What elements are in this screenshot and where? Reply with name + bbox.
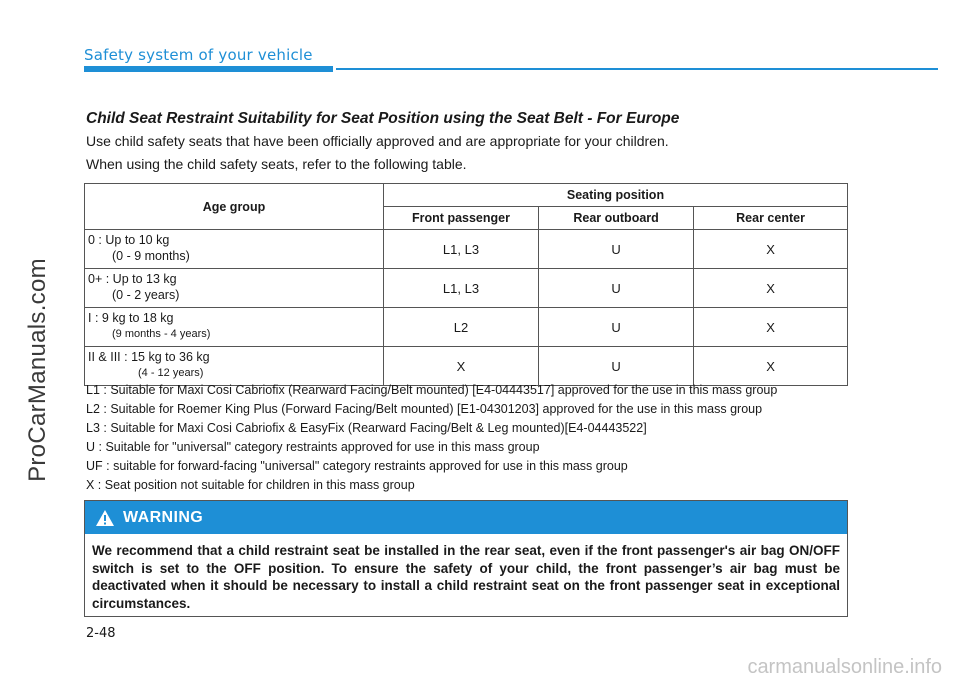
age-group-range: (0 - 9 months) — [112, 249, 190, 263]
intro-line-1: Use child safety seats that have been officially approved and are appropriate for your children. — [86, 133, 669, 149]
warning-box — [84, 500, 848, 617]
legend-note-x: X : Seat position not suitable for children in this mass group — [86, 478, 415, 492]
age-group-cell — [85, 230, 384, 269]
bottom-watermark: carmanualsonline.info — [747, 656, 942, 678]
column-header-rear-center: Rear center — [694, 207, 848, 230]
side-watermark — [18, 160, 58, 580]
section-title: Safety system of your vehicle — [84, 46, 313, 64]
value-cell: U — [539, 347, 694, 386]
age-group-header: Age group — [85, 184, 384, 230]
seating-position-header: Seating position — [383, 184, 847, 207]
age-group-cell — [85, 308, 384, 347]
value-cell: X — [694, 269, 848, 308]
header-bar-thin — [336, 68, 938, 70]
age-group-range: (9 months - 4 years) — [112, 328, 211, 340]
warning-triangle-icon — [95, 509, 115, 527]
age-group-cell — [85, 347, 384, 386]
age-group-weight: 0 : Up to 10 kg — [88, 233, 170, 247]
table-row — [85, 308, 848, 347]
intro-line-2: When using the child safety seats, refer to the following table. — [86, 156, 467, 172]
value-cell: U — [539, 308, 694, 347]
legend-note-l2: L2 : Suitable for Roemer King Plus (Forward Facing/Belt mounted) [E1-04301203] approved for the use in this mass group — [86, 402, 763, 416]
table-row — [85, 230, 848, 269]
table-row — [85, 269, 848, 308]
table-row — [85, 347, 848, 386]
value-cell: U — [539, 230, 694, 269]
warning-title: WARNING — [123, 508, 204, 526]
age-group-range: (4 - 12 years) — [138, 367, 204, 379]
warning-text: We recommend that a child restraint seat be installed in the rear seat, even if the front passenger's air bag ON/OFF switch is set to the OFF position. To ensure the safety of your child, the front passenger’s air bag must be deactivated when it should be necessary to install a child restraint seat on the front passenger seat in exceptional circumstances. — [92, 543, 840, 611]
column-header-front-passenger: Front passenger — [383, 207, 538, 230]
page-number: 2-48 — [86, 626, 116, 641]
legend-note-u: U : Suitable for "universal" category restraints approved for use in this mass group — [86, 440, 540, 454]
page-heading: Child Seat Restraint Suitability for Seat Position using the Seat Belt - For Europe — [86, 110, 680, 127]
value-cell: X — [383, 347, 538, 386]
value-cell: X — [694, 347, 848, 386]
legend-notes — [86, 381, 777, 495]
value-cell: L1, L3 — [383, 269, 538, 308]
column-header-rear-outboard: Rear outboard — [539, 207, 694, 230]
suitability-table — [84, 183, 848, 386]
header-bar-thick — [84, 66, 333, 72]
side-watermark-text: ProCarManuals.com — [24, 258, 51, 482]
age-group-range: (0 - 2 years) — [112, 288, 180, 302]
legend-note-uf: UF : suitable for forward-facing "universal" category restraints approved for use in this mass group — [86, 459, 628, 473]
value-cell: X — [694, 308, 848, 347]
legend-note-l3: L3 : Suitable for Maxi Cosi Cabriofix & EasyFix (Rearward Facing/Belt & Leg mounted)[E4-04443522] — [86, 421, 647, 435]
age-group-weight: I : 9 kg to 18 kg — [88, 311, 174, 325]
value-cell: U — [539, 269, 694, 308]
value-cell: L1, L3 — [383, 230, 538, 269]
warning-header — [85, 501, 847, 534]
age-group-weight: 0+ : Up to 13 kg — [88, 272, 177, 286]
value-cell: L2 — [383, 308, 538, 347]
age-group-cell — [85, 269, 384, 308]
legend-note-l1: L1 : Suitable for Maxi Cosi Cabriofix (Rearward Facing/Belt mounted) [E4-04443517] approved for the use in this mass group — [86, 383, 778, 397]
age-group-weight: II & III : 15 kg to 36 kg — [88, 350, 210, 364]
value-cell: X — [694, 230, 848, 269]
